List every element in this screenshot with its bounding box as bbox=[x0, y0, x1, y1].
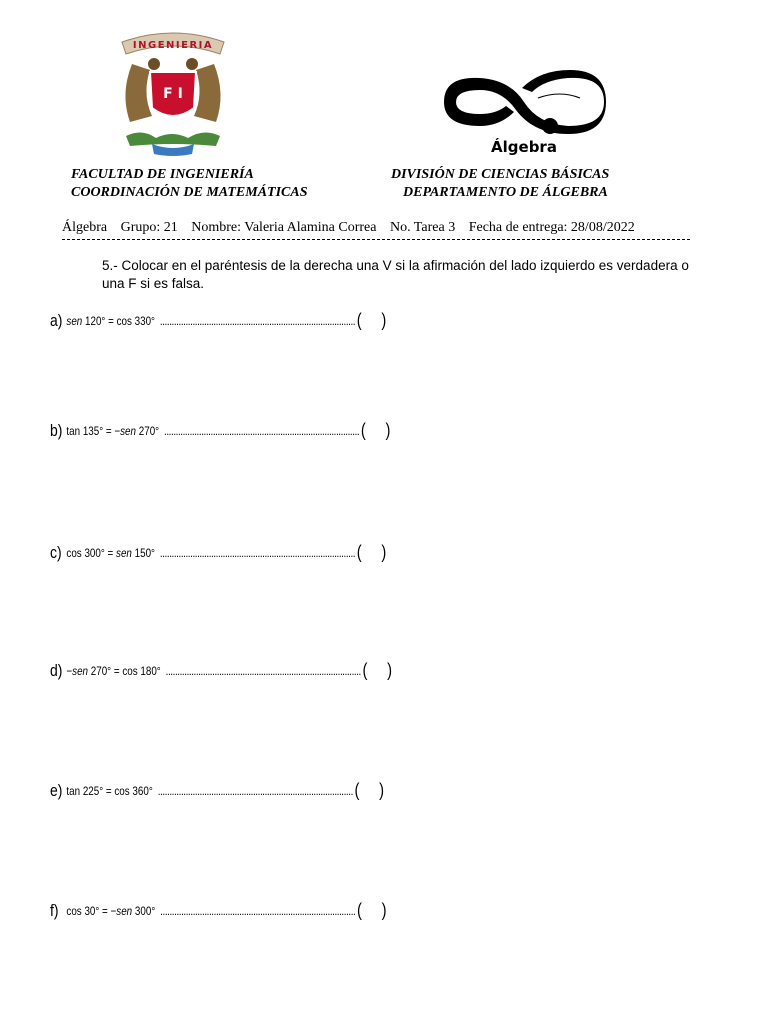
exercise-item-c bbox=[50, 542, 386, 563]
department-name: DEPARTAMENTO DE ÁLGEBRA bbox=[403, 185, 608, 200]
exercise-item-f bbox=[50, 900, 387, 921]
item-expression: tan 135° = −sen 270° bbox=[66, 423, 160, 438]
item-dots: .................................................................................... bbox=[164, 423, 360, 438]
item-letter: b) bbox=[50, 420, 63, 440]
item-dots: .................................................................................... bbox=[160, 903, 356, 918]
item-dots: .................................................................................... bbox=[157, 783, 353, 798]
faculty-heading bbox=[71, 166, 308, 202]
algebra-logo-label: Álgebra bbox=[491, 138, 557, 156]
item-letter: e) bbox=[50, 780, 63, 800]
item-dots: .................................................................................... bbox=[159, 545, 356, 560]
exercise-instructions: 5.- Colocar en el paréntesis de la derecha una V si la afirmación del lado izquierdo es verdadera o una F si es falsa. bbox=[102, 258, 689, 291]
item-dots: .................................................................................... bbox=[159, 313, 356, 328]
logo-banner-text: INGENIERIA bbox=[132, 40, 214, 51]
answer-blank[interactable]: ( ) bbox=[356, 542, 387, 562]
division-name: DIVISIÓN DE CIENCIAS BÁSICAS bbox=[391, 167, 610, 182]
answer-blank[interactable]: ( ) bbox=[360, 420, 391, 440]
exercise-item-d bbox=[50, 660, 392, 681]
item-letter: a) bbox=[50, 310, 63, 330]
exercise-item-a bbox=[50, 310, 386, 331]
task-number: No. Tarea 3 bbox=[389, 220, 456, 235]
answer-blank[interactable]: ( ) bbox=[362, 660, 393, 680]
division-heading bbox=[391, 166, 609, 202]
algebra-logo bbox=[440, 68, 608, 160]
item-expression: cos 30° = −sen 300° bbox=[66, 903, 156, 918]
due-date: Fecha de entrega: 28/08/2022 bbox=[468, 220, 635, 235]
item-letter: f) bbox=[50, 900, 59, 920]
logo-shield-letters: F I bbox=[163, 86, 183, 102]
answer-blank[interactable]: ( ) bbox=[354, 780, 385, 800]
fi-logo bbox=[112, 24, 234, 158]
item-dots: .................................................................................... bbox=[165, 663, 361, 678]
item-expression: −sen 270° = cos 180° bbox=[66, 663, 161, 678]
faculty-name: FACULTAD DE INGENIERÍA bbox=[71, 167, 254, 182]
item-letter: c) bbox=[50, 542, 62, 562]
item-expression: cos 300° = sen 150° bbox=[66, 545, 155, 560]
coordination-name: COORDINACIÓN DE MATEMÁTICAS bbox=[71, 185, 308, 200]
answer-blank[interactable]: ( ) bbox=[357, 900, 387, 920]
item-letter: d) bbox=[50, 660, 63, 680]
item-expression: tan 225° = cos 360° bbox=[66, 783, 153, 798]
student-name: Nombre: Valeria Alamina Correa bbox=[191, 220, 377, 235]
student-info-line bbox=[62, 220, 690, 240]
subject-label: Álgebra bbox=[62, 220, 108, 235]
exercise-item-e bbox=[50, 780, 384, 801]
exercise-item-b bbox=[50, 420, 390, 441]
item-expression: sen 120° = cos 330° bbox=[66, 313, 155, 328]
answer-blank[interactable]: ( ) bbox=[356, 310, 387, 330]
group-label: Grupo: 21 bbox=[120, 220, 178, 235]
